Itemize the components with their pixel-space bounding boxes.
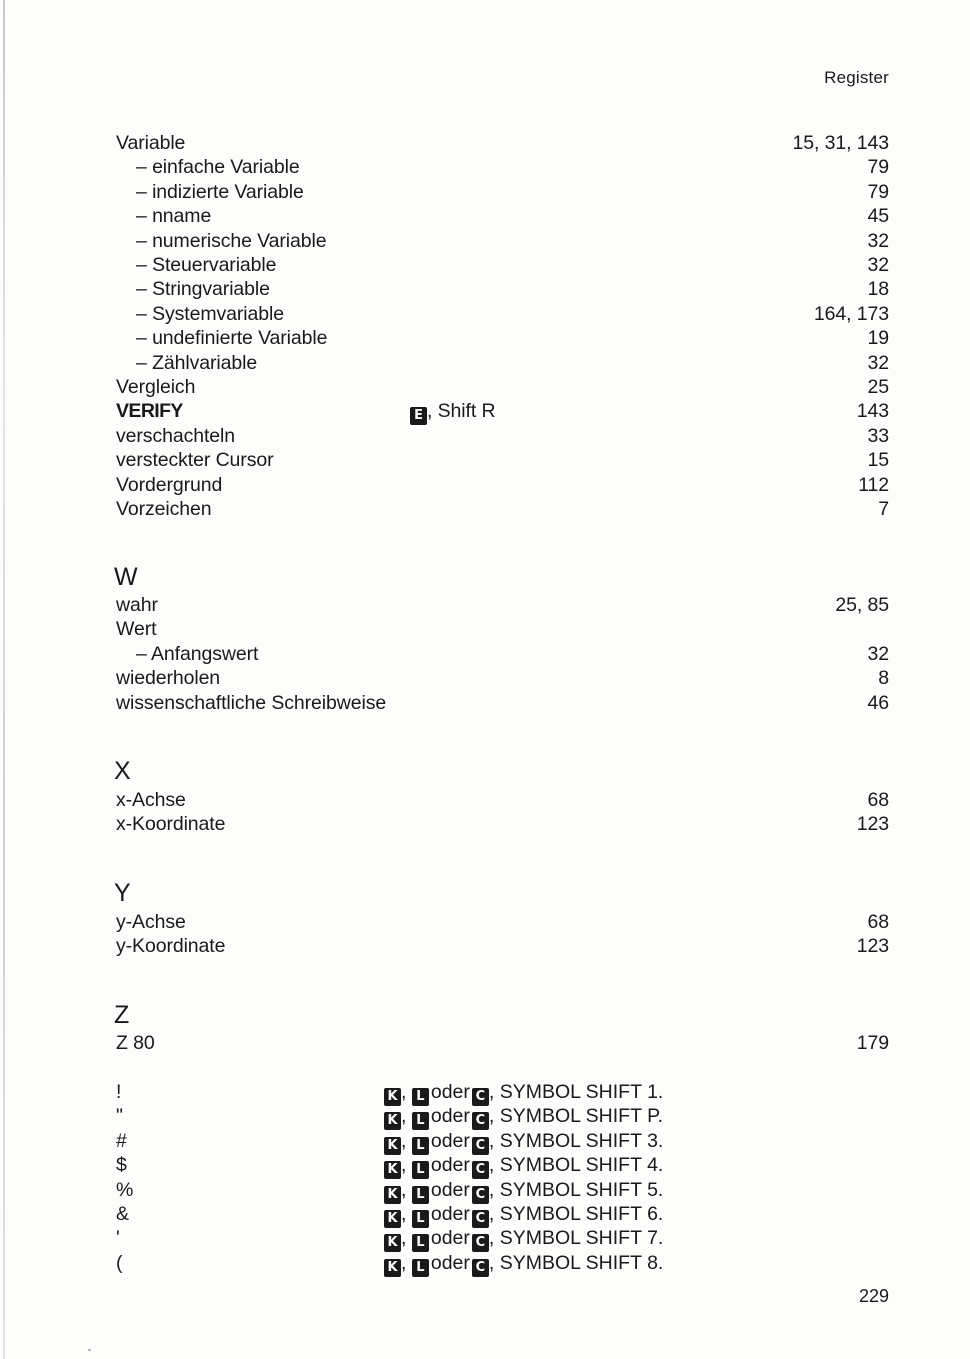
index-entry <box>116 666 889 690</box>
index-term: wiederholen <box>116 667 221 690</box>
index-term: versteckter Cursor <box>116 449 274 472</box>
index-entry <box>116 277 889 301</box>
symbol-key-sequence <box>384 1080 663 1106</box>
index-term: – Steuervariable <box>136 254 277 276</box>
symbol-key-sequence <box>384 1251 663 1277</box>
symbol-shift-combo: , SYMBOL SHIFT 6. <box>488 1203 664 1225</box>
page-references: 15 <box>867 449 889 472</box>
oder-word: oder <box>430 1227 470 1250</box>
page-references: 32 <box>867 642 889 665</box>
page-references: 123 <box>856 935 889 958</box>
page-edge <box>3 0 5 1359</box>
symbol-key-sequence <box>384 1153 663 1179</box>
index-entry <box>116 788 889 812</box>
keycap-k-icon: K <box>384 1137 401 1155</box>
symbol-key-sequence <box>384 1129 663 1155</box>
index-entry <box>116 1031 889 1055</box>
index-term: wissenschaftliche Schreibweise <box>116 691 387 714</box>
symbol-character: ' <box>116 1227 120 1250</box>
symbol-key-sequence <box>384 1202 663 1228</box>
index-entry <box>116 399 889 423</box>
keycap-c-icon: C <box>472 1088 489 1106</box>
page-references: 164, 173 <box>813 302 889 325</box>
index-entry <box>116 204 889 228</box>
keycap-k-icon: K <box>384 1112 401 1130</box>
comma-separator: , <box>401 1227 407 1250</box>
page-references: 33 <box>867 424 889 447</box>
symbol-shift-combo: , SYMBOL SHIFT 7. <box>488 1227 664 1250</box>
page-references: 179 <box>856 1032 889 1054</box>
index-entry <box>116 302 889 326</box>
keycap-k-icon: K <box>384 1161 401 1179</box>
keycap-c-icon: C <box>472 1112 489 1130</box>
index-term: – undefinierte Variable <box>136 327 328 350</box>
index-entry <box>116 642 889 666</box>
oder-word: oder <box>430 1081 470 1103</box>
index-term: Vordergrund <box>116 473 223 496</box>
keycap-l-icon: L <box>412 1234 429 1252</box>
page-references: 8 <box>878 667 889 690</box>
section-letter-w: W <box>114 563 138 591</box>
symbol-character: & <box>116 1203 130 1225</box>
oder-word: oder <box>430 1178 470 1201</box>
keycap-l-icon: L <box>412 1210 429 1228</box>
index-entry <box>116 473 889 497</box>
symbol-key-sequence <box>384 1178 663 1204</box>
symbol-entry <box>116 1129 716 1153</box>
page-references: 25 <box>867 376 889 398</box>
index-entry <box>116 326 889 350</box>
symbol-character: $ <box>116 1154 127 1177</box>
index-term: VERIFY <box>116 400 183 423</box>
index-term: – einfache Variable <box>136 156 300 179</box>
index-term: Z 80 <box>116 1032 155 1054</box>
keycap-c-icon: C <box>472 1186 489 1204</box>
index-entry <box>116 351 889 375</box>
page-references: 32 <box>867 229 889 252</box>
page-references: 112 <box>858 473 889 496</box>
page-references: 79 <box>867 156 889 179</box>
comma-separator: , <box>401 1178 407 1201</box>
page-references: 68 <box>867 789 889 811</box>
keycap-l-icon: L <box>412 1088 429 1106</box>
keycap-l-icon: L <box>412 1186 429 1204</box>
page-references: 143 <box>856 400 889 423</box>
keycap-k-icon: K <box>384 1210 401 1228</box>
comma-separator: , <box>401 1251 407 1274</box>
keycap-k-icon: K <box>384 1186 401 1204</box>
keycap-k-icon: K <box>384 1088 401 1106</box>
page-references: 79 <box>867 180 889 203</box>
symbol-entry <box>116 1178 716 1202</box>
symbol-shift-combo: , SYMBOL SHIFT 5. <box>488 1178 664 1201</box>
index-term: Variable <box>116 132 186 154</box>
key-sequence-text: , Shift R <box>427 400 496 423</box>
index-term: wahr <box>116 594 158 616</box>
symbol-character: " <box>116 1105 123 1128</box>
oder-word: oder <box>430 1129 470 1152</box>
symbol-shift-combo: , SYMBOL SHIFT 4. <box>488 1154 664 1177</box>
index-term: – Systemvariable <box>136 302 284 325</box>
keycap-k-icon: K <box>384 1259 401 1277</box>
symbol-entry <box>116 1104 716 1128</box>
index-term: – numerische Variable <box>136 229 327 252</box>
symbol-entry <box>116 1226 716 1250</box>
index-term: verschachteln <box>116 424 236 447</box>
keycap-l-icon: L <box>412 1137 429 1155</box>
key-sequence <box>410 399 495 425</box>
index-entry <box>116 812 889 836</box>
index-entry <box>116 934 889 958</box>
keycap-c-icon: C <box>472 1161 489 1179</box>
oder-word: oder <box>430 1203 470 1225</box>
page-references: 7 <box>878 498 889 520</box>
page-references: 32 <box>867 351 889 374</box>
index-entry <box>116 253 889 277</box>
symbol-entry <box>116 1202 716 1226</box>
page-references: 68 <box>867 911 889 933</box>
page-references: 123 <box>856 813 889 836</box>
index-term: x-Koordinate <box>116 813 226 836</box>
index-entry <box>116 593 889 617</box>
keycap-c-icon: C <box>472 1137 489 1155</box>
index-entry <box>116 180 889 204</box>
symbol-character: ! <box>116 1081 122 1103</box>
section-letter-y: Y <box>114 879 131 907</box>
comma-separator: , <box>401 1105 407 1128</box>
index-entry <box>116 617 889 641</box>
section-letter-z: Z <box>114 1001 130 1029</box>
page-references: 19 <box>867 327 889 350</box>
index-term: y-Koordinate <box>116 935 226 958</box>
index-term: – indizierte Variable <box>136 180 304 203</box>
index-term: – Stringvariable <box>136 278 270 301</box>
symbol-entry <box>116 1153 716 1177</box>
keycap-l-icon: L <box>412 1259 429 1277</box>
index-term: – Zählvariable <box>136 351 258 374</box>
keycap-l-icon: L <box>412 1161 429 1179</box>
section-letter-x: X <box>114 757 131 785</box>
keycap-c-icon: C <box>472 1210 489 1228</box>
symbol-character: ( <box>116 1251 123 1274</box>
page-references: 15, 31, 143 <box>792 132 889 154</box>
oder-word: oder <box>430 1105 470 1128</box>
index-entry <box>116 229 889 253</box>
index-term: x-Achse <box>116 789 186 811</box>
keycap-l-icon: L <box>412 1112 429 1130</box>
index-entry <box>116 497 889 521</box>
symbol-shift-combo: , SYMBOL SHIFT 3. <box>488 1129 664 1152</box>
index-term: Vorzeichen <box>116 498 212 520</box>
index-term: y-Achse <box>116 911 186 933</box>
keycap-k-icon: K <box>384 1234 401 1252</box>
index-term: Vergleich <box>116 376 196 398</box>
keycap-c-icon: C <box>472 1234 489 1252</box>
comma-separator: , <box>401 1154 407 1177</box>
symbol-key-sequence <box>384 1226 663 1252</box>
page-number: 229 <box>858 1286 889 1306</box>
comma-separator: , <box>401 1203 407 1225</box>
keycap-c-icon: C <box>472 1259 489 1277</box>
index-entry <box>116 375 889 399</box>
keycap-e-icon: E <box>410 407 427 425</box>
symbol-key-sequence <box>384 1104 663 1130</box>
index-term: – Anfangswert <box>136 642 259 665</box>
page-references: 46 <box>867 691 889 714</box>
symbol-entry <box>116 1251 716 1275</box>
symbol-entry <box>116 1080 716 1104</box>
index-entry <box>116 691 889 715</box>
index-term: – nname <box>136 205 212 228</box>
comma-separator: , <box>401 1081 407 1103</box>
index-term: Wert <box>116 618 157 641</box>
index-entry <box>116 155 889 179</box>
page-references: 25, 85 <box>835 594 889 616</box>
page-references: 18 <box>867 278 889 301</box>
index-entry <box>116 910 889 934</box>
symbol-character: % <box>116 1178 134 1201</box>
symbol-shift-combo: , SYMBOL SHIFT P. <box>488 1105 663 1128</box>
oder-word: oder <box>430 1251 470 1274</box>
running-head: Register <box>824 68 889 87</box>
page-references: 32 <box>867 254 889 276</box>
index-entry <box>116 424 889 448</box>
oder-word: oder <box>430 1154 470 1177</box>
index-entry <box>116 131 889 155</box>
scan-speck <box>88 1349 91 1351</box>
symbol-character: # <box>116 1129 127 1152</box>
index-entry <box>116 448 889 472</box>
comma-separator: , <box>401 1129 407 1152</box>
symbol-shift-combo: , SYMBOL SHIFT 8. <box>488 1251 664 1274</box>
symbol-shift-combo: , SYMBOL SHIFT 1. <box>488 1081 664 1103</box>
page-references: 45 <box>867 205 889 228</box>
